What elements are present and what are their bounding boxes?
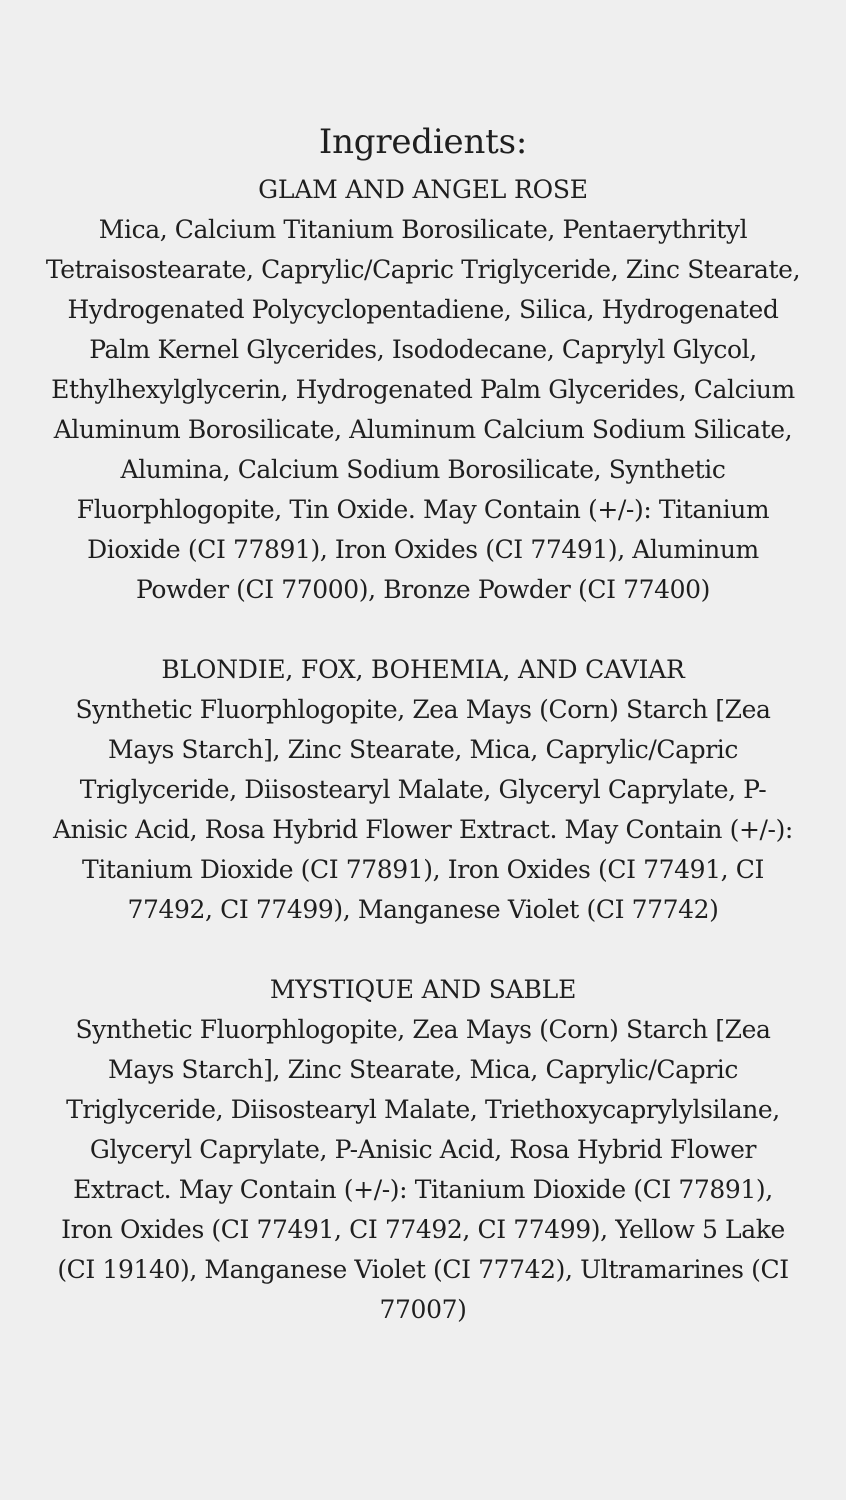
- section-ingredient-list: Mica, Calcium Titanium Borosilicate, Pentaerythrityl Tetraisostearate, Caprylic/Capric Triglyceride, Zinc Stearate, Hydrogenated Polycyclopentadiene, Silica, Hydrogenated Palm Kernel Glycerides, Isododecane, Caprylyl Glycol, Ethylhexylglycerin, Hydrogenated Palm Glycerides, Calcium Aluminum Borosilicate, Aluminum Calcium Sodium Silicate, Alumina, Calcium Sodium Borosilicate, Synthetic Fluorphlogopite, Tin Oxide. May Contain (+/-): Titanium Dioxide (CI 77891), Iron Oxides (CI 77491), Aluminum Powder (CI 77000), Bronze Powder (CI 77400): [45, 215, 801, 604]
- section-heading: MYSTIQUE AND SABLE: [269, 975, 577, 1004]
- ingredient-section-mystique-sable: [44, 970, 802, 1330]
- section-ingredient-list: Synthetic Fluorphlogopite, Zea Mays (Corn) Starch [Zea Mays Starch], Zinc Stearate, Mica, Caprylic/Capric Triglyceride, Diisostearyl Malate, Glyceryl Caprylate, P-Anisic Acid, Rosa Hybrid Flower Extract. May Contain (+/-): Titanium Dioxide (CI 77891), Iron Oxides (CI 77491, CI 77492, CI 77499), Manganese Violet (CI 77742): [53, 695, 793, 924]
- ingredient-section-blondie-fox-bohemia-caviar: [44, 650, 802, 930]
- section-ingredient-list: Synthetic Fluorphlogopite, Zea Mays (Corn) Starch [Zea Mays Starch], Zinc Stearate, Mica, Caprylic/Capric Triglyceride, Diisostearyl Malate, Triethoxycaprylylsilane, Glyceryl Caprylate, P-Anisic Acid, Rosa Hybrid Flower Extract. May Contain (+/-): Titanium Dioxide (CI 77891), Iron Oxides (CI 77491, CI 77492, CI 77499), Yellow 5 Lake (CI 19140), Manganese Violet (CI 77742), Ultramarines (CI 77007): [57, 1015, 789, 1324]
- ingredient-section-glam-angel-rose: [44, 170, 802, 610]
- page-title: Ingredients:: [318, 122, 528, 162]
- section-heading: BLONDIE, FOX, BOHEMIA, AND CAVIAR: [161, 655, 685, 684]
- section-heading: GLAM AND ANGEL ROSE: [258, 175, 588, 204]
